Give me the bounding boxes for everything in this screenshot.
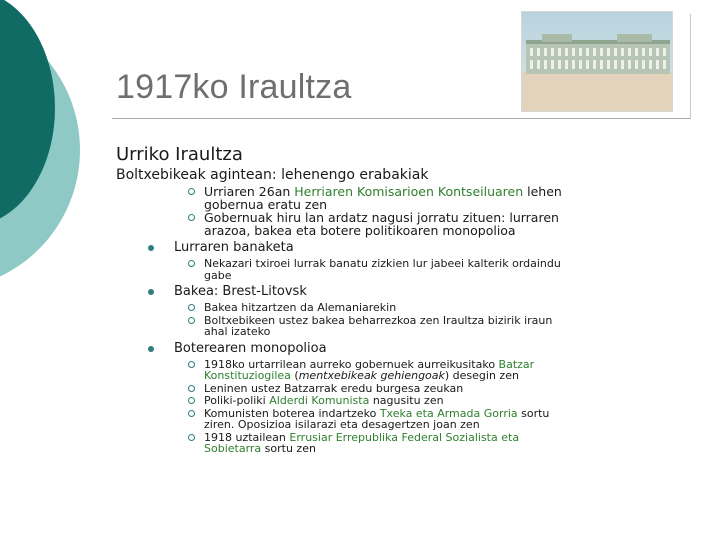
dark-teal-circle <box>0 0 55 226</box>
top-items <box>116 186 586 237</box>
list-item: Boltxebikeen ustez bakea beharrezkoa zen Iraultza bizirik iraun ahal izateko <box>116 315 564 338</box>
list-item: Poliki-poliki Alderdi Komunista nagusitu zen <box>116 395 564 407</box>
winter-palace-photo <box>521 11 673 112</box>
title-divider <box>112 118 690 119</box>
list-item: Leninen ustez Batzarrak eredu burgesa zeukan <box>116 383 564 395</box>
list-item: Gobernuak hiru lan ardatz nagusi jorratu zituen: lurraren arazoa, bakea eta botere politikoaren monopolioa <box>116 212 564 237</box>
list-item: 1918 uztailean Errusiar Errepublika Federal Sozialista eta Sobietarra sortu zen <box>116 432 564 455</box>
circle-bullet-icon <box>188 434 195 441</box>
section-peace: Bakea: Brest-Litovsk <box>116 284 586 300</box>
council-link[interactable]: Herriaren Komisarioen Kontseiluaren <box>294 184 524 199</box>
circle-bullet-icon <box>188 214 195 221</box>
section-land: Lurraren banaketa <box>116 240 586 256</box>
list-item: Bakea hitzartzen da Alemaniarekin <box>116 302 564 314</box>
circle-bullet-icon <box>188 260 195 267</box>
communist-party-link[interactable]: Alderdi Komunista <box>269 394 370 407</box>
heading: Urriko Iraultza <box>116 144 243 165</box>
circle-bullet-icon <box>188 385 195 392</box>
dot-bullet-icon <box>148 289 154 295</box>
circle-bullet-icon <box>188 304 195 311</box>
russian-sfsr-link[interactable]: Errusiar Errepublika Federal Sozialista eta Sobietarra <box>204 430 520 455</box>
circle-bullet-icon <box>188 361 195 368</box>
slide-content <box>116 144 586 456</box>
monopoly-items <box>116 359 586 455</box>
light-teal-circle <box>0 10 80 290</box>
decorative-circles <box>0 0 120 300</box>
subheading: Boltxebikeak agintean: lehenengo erabakiak <box>116 167 429 183</box>
list-item: Nekazari txiroei lurrak banatu zizkien lur jabeei kalterik ordaindu gabe <box>116 258 564 281</box>
circle-bullet-icon <box>188 397 195 404</box>
constituent-assembly-link[interactable]: Batzar Konstituziogilea <box>204 357 535 382</box>
circle-bullet-icon <box>188 317 195 324</box>
list-item: 1918ko urtarrilean aurreko gobernuek aurreikusitako Batzar Konstituziogilea (mentxebikeak gehiengoak) desegin zen <box>116 359 564 382</box>
list-item: Urriaren 26an Herriaren Komisarioen Kontseiluaren lehen gobernua eratu zen <box>116 186 564 211</box>
cheka-red-army-link[interactable]: Txeka eta Armada Gorria <box>379 406 518 420</box>
land-items <box>116 258 586 281</box>
slide-title: 1917ko Iraultza <box>116 68 352 106</box>
circle-bullet-icon <box>188 410 195 417</box>
dot-bullet-icon <box>148 245 154 251</box>
list-item: Komunisten boterea indartzeko Txeka eta Armada Gorria sortu ziren. Oposizioa isilarazi eta desagertzen joan zen <box>116 408 564 431</box>
peace-items <box>116 302 586 338</box>
section-monopoly: Boterearen monopolioa <box>116 341 586 357</box>
circle-bullet-icon <box>188 188 195 195</box>
dot-bullet-icon <box>148 346 154 352</box>
